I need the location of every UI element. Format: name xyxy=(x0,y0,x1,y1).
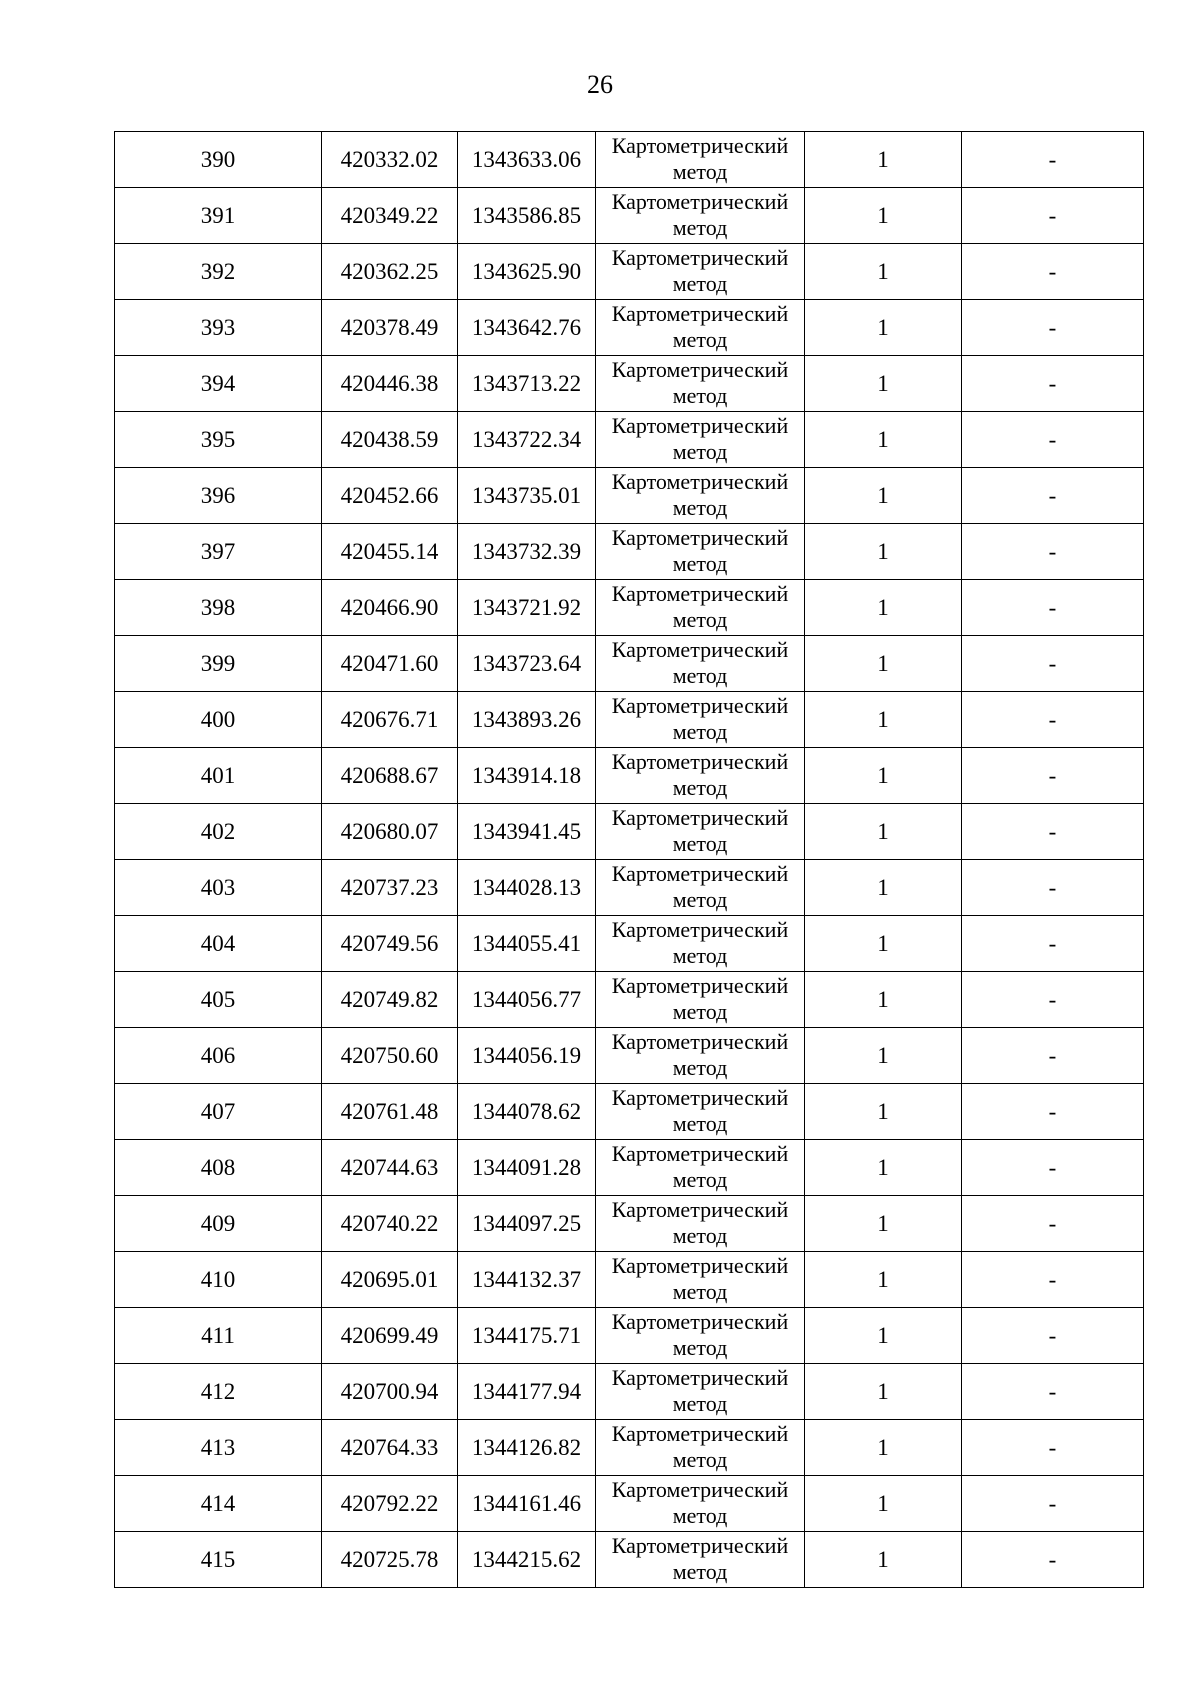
method-cell: Картометрический метод xyxy=(596,1028,805,1084)
point-number-cell: 404 xyxy=(115,916,322,972)
table-row xyxy=(115,1420,1144,1476)
note-cell: - xyxy=(962,804,1144,860)
x-coordinate-cell: 420378.49 xyxy=(322,300,458,356)
note-cell: - xyxy=(962,860,1144,916)
note-cell: - xyxy=(962,468,1144,524)
y-coordinate-cell: 1344056.19 xyxy=(458,1028,596,1084)
coordinates-table xyxy=(114,131,1144,1588)
accuracy-cell: 1 xyxy=(805,580,962,636)
point-number-cell: 408 xyxy=(115,1140,322,1196)
y-coordinate-cell: 1344126.82 xyxy=(458,1420,596,1476)
accuracy-cell: 1 xyxy=(805,468,962,524)
accuracy-cell: 1 xyxy=(805,1364,962,1420)
note-cell: - xyxy=(962,1308,1144,1364)
accuracy-cell: 1 xyxy=(805,1308,962,1364)
point-number-cell: 411 xyxy=(115,1308,322,1364)
table-row xyxy=(115,860,1144,916)
note-cell: - xyxy=(962,244,1144,300)
method-cell: Картометрический метод xyxy=(596,1476,805,1532)
x-coordinate-cell: 420695.01 xyxy=(322,1252,458,1308)
point-number-cell: 409 xyxy=(115,1196,322,1252)
note-cell: - xyxy=(962,1252,1144,1308)
x-coordinate-cell: 420680.07 xyxy=(322,804,458,860)
method-cell: Картометрический метод xyxy=(596,1196,805,1252)
x-coordinate-cell: 420676.71 xyxy=(322,692,458,748)
coordinates-table-body xyxy=(115,132,1144,1588)
table-row xyxy=(115,1196,1144,1252)
note-cell: - xyxy=(962,300,1144,356)
y-coordinate-cell: 1343914.18 xyxy=(458,748,596,804)
x-coordinate-cell: 420446.38 xyxy=(322,356,458,412)
table-row xyxy=(115,244,1144,300)
y-coordinate-cell: 1344175.71 xyxy=(458,1308,596,1364)
note-cell: - xyxy=(962,748,1144,804)
method-cell: Картометрический метод xyxy=(596,972,805,1028)
x-coordinate-cell: 420699.49 xyxy=(322,1308,458,1364)
point-number-cell: 393 xyxy=(115,300,322,356)
point-number-cell: 415 xyxy=(115,1532,322,1588)
point-number-cell: 400 xyxy=(115,692,322,748)
accuracy-cell: 1 xyxy=(805,916,962,972)
method-cell: Картометрический метод xyxy=(596,412,805,468)
y-coordinate-cell: 1343941.45 xyxy=(458,804,596,860)
x-coordinate-cell: 420438.59 xyxy=(322,412,458,468)
table-row xyxy=(115,1252,1144,1308)
table-row xyxy=(115,132,1144,188)
y-coordinate-cell: 1344097.25 xyxy=(458,1196,596,1252)
table-row xyxy=(115,188,1144,244)
y-coordinate-cell: 1343713.22 xyxy=(458,356,596,412)
note-cell: - xyxy=(962,524,1144,580)
point-number-cell: 391 xyxy=(115,188,322,244)
note-cell: - xyxy=(962,972,1144,1028)
note-cell: - xyxy=(962,1476,1144,1532)
accuracy-cell: 1 xyxy=(805,1084,962,1140)
note-cell: - xyxy=(962,132,1144,188)
point-number-cell: 395 xyxy=(115,412,322,468)
table-row xyxy=(115,1308,1144,1364)
y-coordinate-cell: 1344091.28 xyxy=(458,1140,596,1196)
table-row xyxy=(115,300,1144,356)
note-cell: - xyxy=(962,636,1144,692)
accuracy-cell: 1 xyxy=(805,1420,962,1476)
accuracy-cell: 1 xyxy=(805,1532,962,1588)
point-number-cell: 413 xyxy=(115,1420,322,1476)
method-cell: Картометрический метод xyxy=(596,860,805,916)
method-cell: Картометрический метод xyxy=(596,1420,805,1476)
y-coordinate-cell: 1343723.64 xyxy=(458,636,596,692)
point-number-cell: 397 xyxy=(115,524,322,580)
y-coordinate-cell: 1344055.41 xyxy=(458,916,596,972)
method-cell: Картометрический метод xyxy=(596,1140,805,1196)
y-coordinate-cell: 1343625.90 xyxy=(458,244,596,300)
table-row xyxy=(115,1532,1144,1588)
y-coordinate-cell: 1343722.34 xyxy=(458,412,596,468)
note-cell: - xyxy=(962,692,1144,748)
method-cell: Картометрический метод xyxy=(596,748,805,804)
table-row xyxy=(115,468,1144,524)
accuracy-cell: 1 xyxy=(805,524,962,580)
x-coordinate-cell: 420452.66 xyxy=(322,468,458,524)
y-coordinate-cell: 1343735.01 xyxy=(458,468,596,524)
x-coordinate-cell: 420761.48 xyxy=(322,1084,458,1140)
method-cell: Картометрический метод xyxy=(596,188,805,244)
accuracy-cell: 1 xyxy=(805,1476,962,1532)
method-cell: Картометрический метод xyxy=(596,1084,805,1140)
accuracy-cell: 1 xyxy=(805,1252,962,1308)
note-cell: - xyxy=(962,1420,1144,1476)
x-coordinate-cell: 420349.22 xyxy=(322,188,458,244)
method-cell: Картометрический метод xyxy=(596,692,805,748)
y-coordinate-cell: 1343633.06 xyxy=(458,132,596,188)
accuracy-cell: 1 xyxy=(805,132,962,188)
y-coordinate-cell: 1344132.37 xyxy=(458,1252,596,1308)
accuracy-cell: 1 xyxy=(805,972,962,1028)
table-row xyxy=(115,1140,1144,1196)
point-number-cell: 414 xyxy=(115,1476,322,1532)
point-number-cell: 405 xyxy=(115,972,322,1028)
method-cell: Картометрический метод xyxy=(596,132,805,188)
method-cell: Картометрический метод xyxy=(596,524,805,580)
accuracy-cell: 1 xyxy=(805,1028,962,1084)
point-number-cell: 407 xyxy=(115,1084,322,1140)
method-cell: Картометрический метод xyxy=(596,1308,805,1364)
accuracy-cell: 1 xyxy=(805,300,962,356)
method-cell: Картометрический метод xyxy=(596,1252,805,1308)
accuracy-cell: 1 xyxy=(805,860,962,916)
accuracy-cell: 1 xyxy=(805,356,962,412)
point-number-cell: 412 xyxy=(115,1364,322,1420)
x-coordinate-cell: 420362.25 xyxy=(322,244,458,300)
table-row xyxy=(115,524,1144,580)
accuracy-cell: 1 xyxy=(805,244,962,300)
method-cell: Картометрический метод xyxy=(596,1364,805,1420)
table-row xyxy=(115,636,1144,692)
method-cell: Картометрический метод xyxy=(596,916,805,972)
y-coordinate-cell: 1344215.62 xyxy=(458,1532,596,1588)
x-coordinate-cell: 420700.94 xyxy=(322,1364,458,1420)
x-coordinate-cell: 420455.14 xyxy=(322,524,458,580)
method-cell: Картометрический метод xyxy=(596,244,805,300)
note-cell: - xyxy=(962,1084,1144,1140)
note-cell: - xyxy=(962,1140,1144,1196)
note-cell: - xyxy=(962,916,1144,972)
note-cell: - xyxy=(962,580,1144,636)
table-row xyxy=(115,972,1144,1028)
method-cell: Картометрический метод xyxy=(596,300,805,356)
accuracy-cell: 1 xyxy=(805,804,962,860)
point-number-cell: 401 xyxy=(115,748,322,804)
point-number-cell: 398 xyxy=(115,580,322,636)
x-coordinate-cell: 420725.78 xyxy=(322,1532,458,1588)
y-coordinate-cell: 1344177.94 xyxy=(458,1364,596,1420)
point-number-cell: 396 xyxy=(115,468,322,524)
table-row xyxy=(115,748,1144,804)
point-number-cell: 406 xyxy=(115,1028,322,1084)
method-cell: Картометрический метод xyxy=(596,356,805,412)
table-row xyxy=(115,1028,1144,1084)
x-coordinate-cell: 420792.22 xyxy=(322,1476,458,1532)
note-cell: - xyxy=(962,1364,1144,1420)
note-cell: - xyxy=(962,1532,1144,1588)
accuracy-cell: 1 xyxy=(805,1196,962,1252)
table-row xyxy=(115,1364,1144,1420)
method-cell: Картометрический метод xyxy=(596,804,805,860)
y-coordinate-cell: 1344056.77 xyxy=(458,972,596,1028)
x-coordinate-cell: 420750.60 xyxy=(322,1028,458,1084)
y-coordinate-cell: 1343893.26 xyxy=(458,692,596,748)
accuracy-cell: 1 xyxy=(805,748,962,804)
point-number-cell: 402 xyxy=(115,804,322,860)
accuracy-cell: 1 xyxy=(805,692,962,748)
table-row xyxy=(115,916,1144,972)
table-row xyxy=(115,1476,1144,1532)
point-number-cell: 410 xyxy=(115,1252,322,1308)
method-cell: Картометрический метод xyxy=(596,468,805,524)
table-row xyxy=(115,412,1144,468)
note-cell: - xyxy=(962,1196,1144,1252)
y-coordinate-cell: 1343732.39 xyxy=(458,524,596,580)
x-coordinate-cell: 420466.90 xyxy=(322,580,458,636)
note-cell: - xyxy=(962,188,1144,244)
table-row xyxy=(115,1084,1144,1140)
x-coordinate-cell: 420744.63 xyxy=(322,1140,458,1196)
point-number-cell: 399 xyxy=(115,636,322,692)
page-number: 26 xyxy=(587,70,613,99)
y-coordinate-cell: 1344078.62 xyxy=(458,1084,596,1140)
table-row xyxy=(115,804,1144,860)
x-coordinate-cell: 420740.22 xyxy=(322,1196,458,1252)
y-coordinate-cell: 1344028.13 xyxy=(458,860,596,916)
y-coordinate-cell: 1343586.85 xyxy=(458,188,596,244)
accuracy-cell: 1 xyxy=(805,412,962,468)
method-cell: Картометрический метод xyxy=(596,1532,805,1588)
x-coordinate-cell: 420737.23 xyxy=(322,860,458,916)
accuracy-cell: 1 xyxy=(805,188,962,244)
x-coordinate-cell: 420471.60 xyxy=(322,636,458,692)
method-cell: Картометрический метод xyxy=(596,580,805,636)
table-row xyxy=(115,692,1144,748)
y-coordinate-cell: 1344161.46 xyxy=(458,1476,596,1532)
accuracy-cell: 1 xyxy=(805,636,962,692)
table-row xyxy=(115,580,1144,636)
x-coordinate-cell: 420749.82 xyxy=(322,972,458,1028)
accuracy-cell: 1 xyxy=(805,1140,962,1196)
y-coordinate-cell: 1343721.92 xyxy=(458,580,596,636)
table-row xyxy=(115,356,1144,412)
note-cell: - xyxy=(962,412,1144,468)
method-cell: Картометрический метод xyxy=(596,636,805,692)
point-number-cell: 390 xyxy=(115,132,322,188)
x-coordinate-cell: 420688.67 xyxy=(322,748,458,804)
x-coordinate-cell: 420332.02 xyxy=(322,132,458,188)
point-number-cell: 392 xyxy=(115,244,322,300)
point-number-cell: 403 xyxy=(115,860,322,916)
x-coordinate-cell: 420764.33 xyxy=(322,1420,458,1476)
y-coordinate-cell: 1343642.76 xyxy=(458,300,596,356)
note-cell: - xyxy=(962,356,1144,412)
x-coordinate-cell: 420749.56 xyxy=(322,916,458,972)
point-number-cell: 394 xyxy=(115,356,322,412)
note-cell: - xyxy=(962,1028,1144,1084)
